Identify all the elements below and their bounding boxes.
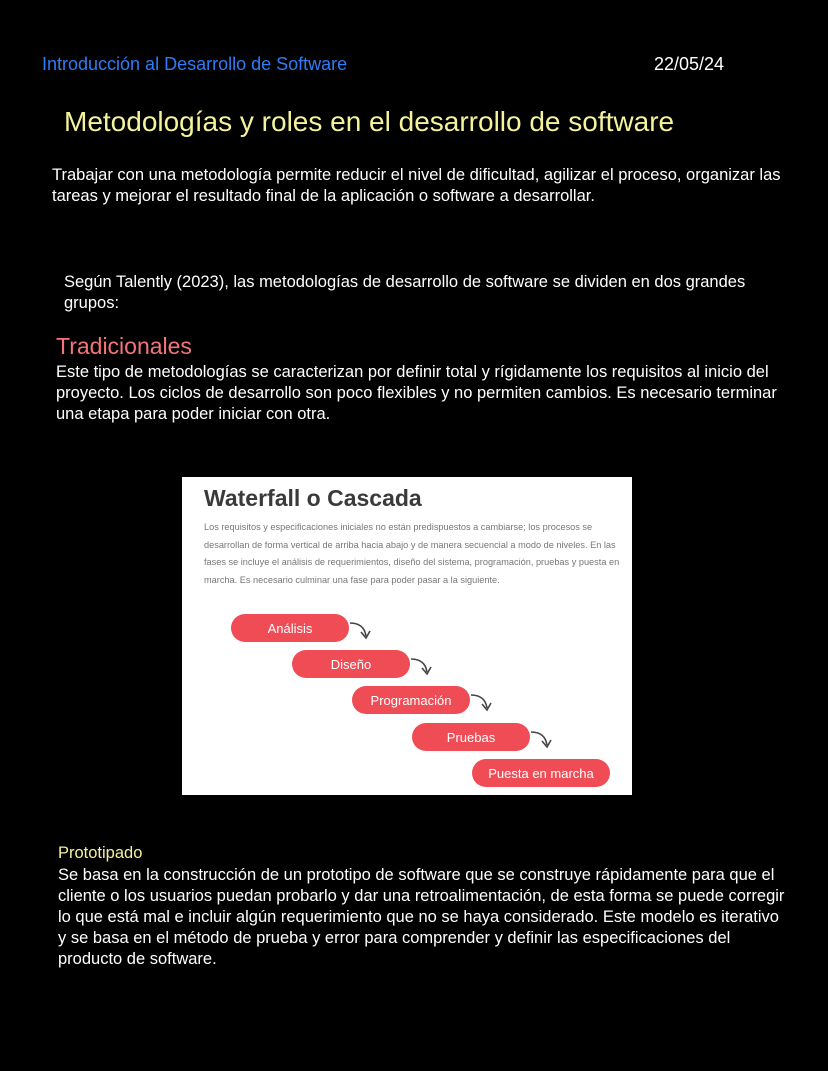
document-date: 22/05/24 (654, 54, 725, 74)
step-deployment: Puesta en marcha (472, 759, 610, 787)
prototype-paragraph: Se basa en la construcción de un prototipo de software que se construye rápidamente para que el cliente o los usuarios puedan probarlo y dar una retroalimentación, de esta forma se puede corregir lo que está mal e incluir algún requerimiento que no se haya considerado. Este modelo es iterativo y se basa en el método de prueba y error para comprender y definir las especificaciones del producto de software. (58, 866, 785, 968)
curved-arrow-icon (469, 692, 495, 714)
traditional-paragraph: Este tipo de metodologías se caracterizan por definir total y rígidamente los requisitos al inicio del proyecto. Los ciclos de desarrollo son poco flexibles y no permiten cambios. Es necesario terminar una etapa para poder iniciar con otra. (56, 363, 777, 423)
step-programming: Programación (352, 686, 470, 714)
step-design: Diseño (292, 650, 410, 678)
step-analysis: Análisis (231, 614, 349, 642)
page-title: Metodologías y roles en el desarrollo de software (64, 106, 675, 137)
curved-arrow-icon (348, 620, 374, 642)
curved-arrow-icon (409, 656, 435, 678)
talently-paragraph: Según Talently (2023), las metodologías de desarrollo de software se dividen en dos grandes grupos: (64, 273, 746, 312)
figure-description: Los requisitos y especificaciones iniciales no están predispuestos a cambiarse; los procesos se desarrollan de forma vertical de arriba hacia abajo y de manera secuencial a modo de niveles. En las fases se incluye el análisis de requerimientos, diseño del sistema, programación, pruebas y puesta en marcha. Es necesario culminar una fase para poder pasar a la siguiente. (204, 522, 620, 585)
figure-title: Waterfall o Cascada (204, 485, 422, 511)
curved-arrow-icon (529, 729, 555, 751)
intro-paragraph: Trabajar con una metodología permite reducir el nivel de dificultad, agilizar el proceso, organizar las tareas y mejorar el resultado final de la aplicación o software a desarrollar. (52, 166, 781, 205)
step-testing: Pruebas (412, 723, 530, 751)
prototype-heading: Prototipado (58, 844, 143, 862)
waterfall-figure (182, 477, 632, 795)
course-name: Introducción al Desarrollo de Software (42, 54, 348, 74)
traditional-heading: Tradicionales (56, 333, 192, 359)
